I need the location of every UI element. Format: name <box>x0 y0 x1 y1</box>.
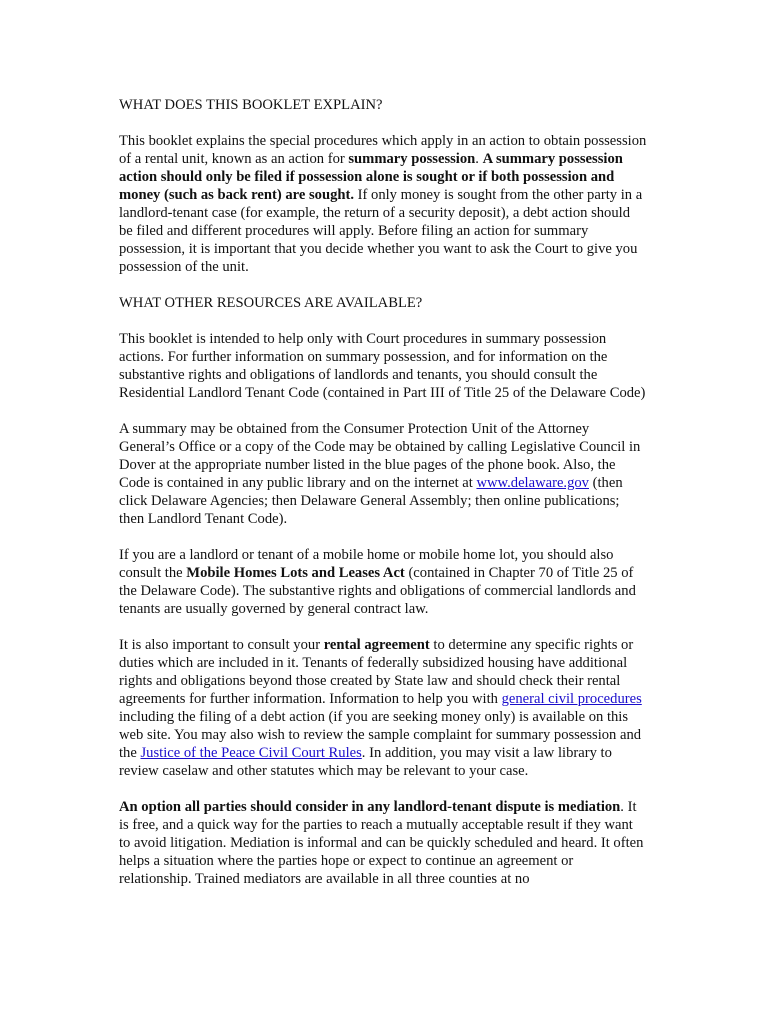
text-span: It is also important to consult your <box>119 637 324 653</box>
text-span: . It is free, and a quick way for the parties to reach a mutually acceptable result if they want to avoid litigation. Mediation is informal and can be quickly scheduled and heard. It often helps a situation where the parties hope or expect to continue an agreement or relationship. Trained mediators are available in all three counties at no <box>119 799 644 887</box>
text-span: A summary may be obtained from the Consumer Protection Unit of the Attorney General’s Office or a copy of the Code may be obtained by calling Legislative Council in Dover at the appropriate number listed in the blue pages of the phone book. Also, the Code is contained in any public library and on the internet at <box>119 421 641 491</box>
text-span: If you are a landlord or tenant of a mobile home or mobile home lot, you should also consult the <box>119 547 614 581</box>
paragraph-code-summary <box>119 420 647 528</box>
link-delaware-gov[interactable]: www.delaware.gov <box>476 475 589 491</box>
text-span: This booklet explains the special procedures which apply in an action to obtain possession of a rental unit, known as an action for <box>119 133 647 167</box>
link-civil-court-rules[interactable]: Justice of the Peace Civil Court Rules <box>140 745 362 761</box>
section-heading-booklet-explain: WHAT DOES THIS BOOKLET EXPLAIN? <box>119 97 383 113</box>
paragraph-booklet-explanation <box>119 132 647 276</box>
bold-mobile-homes-act: Mobile Homes Lots and Leases Act <box>186 565 405 581</box>
paragraph-mobile-homes <box>119 546 647 618</box>
bold-mediation-option: An option all parties should consider in any landlord-tenant dispute is mediation <box>119 799 621 815</box>
text-span: . In addition, you may visit a law library to review caselaw and other statutes which may be relevant to your case. <box>119 745 612 779</box>
paragraph-rental-agreement <box>119 636 647 780</box>
link-general-civil-procedures[interactable]: general civil procedures <box>501 691 642 707</box>
text-span: to determine any specific rights or duties which are included in it. Tenants of federally subsidized housing have additional rights and obligations beyond those created by State law and should check their rental agreements for further information. Information to help you with <box>119 637 634 707</box>
section-heading-other-resources: WHAT OTHER RESOURCES ARE AVAILABLE? <box>119 295 423 311</box>
paragraph-mediation <box>119 798 647 888</box>
text-span: (then click Delaware Agencies; then Delaware General Assembly; then online publications; then Landlord Tenant Code). <box>119 475 623 527</box>
text-span: including the filing of a debt action (if you are seeking money only) is available on this web site. You may also wish to review the sample complaint for summary possession and the <box>119 709 642 761</box>
text-span: (contained in Chapter 70 of Title 25 of the Delaware Code). The substantive rights and obligations of commercial landlords and tenants are usually governed by general contract law. <box>119 565 636 617</box>
paragraph-court-procedures: This booklet is intended to help only with Court procedures in summary possession actions. For further information on summary possession, and for information on the substantive rights and obligations of landlords and tenants, you should consult the Residential Landlord Tenant Code (contained in Part III of Title 25 of the Delaware Code) <box>119 331 646 401</box>
bold-rental-agreement: rental agreement <box>323 637 430 653</box>
bold-summary-warning: A summary possession action should only be filed if possession alone is sought or if both possession and money (such as back rent) are sought. <box>119 151 623 203</box>
text-span: . <box>475 151 483 167</box>
text-span: If only money is sought from the other party in a landlord-tenant case (for example, the return of a security deposit), a debt action should be filed and different procedures will apply. Before filing an action for summary possession, it is important that you decide whether you want to ask the Court to give you possession of the unit. <box>119 187 643 275</box>
bold-summary-possession: summary possession <box>348 151 476 167</box>
document-page <box>119 96 647 906</box>
